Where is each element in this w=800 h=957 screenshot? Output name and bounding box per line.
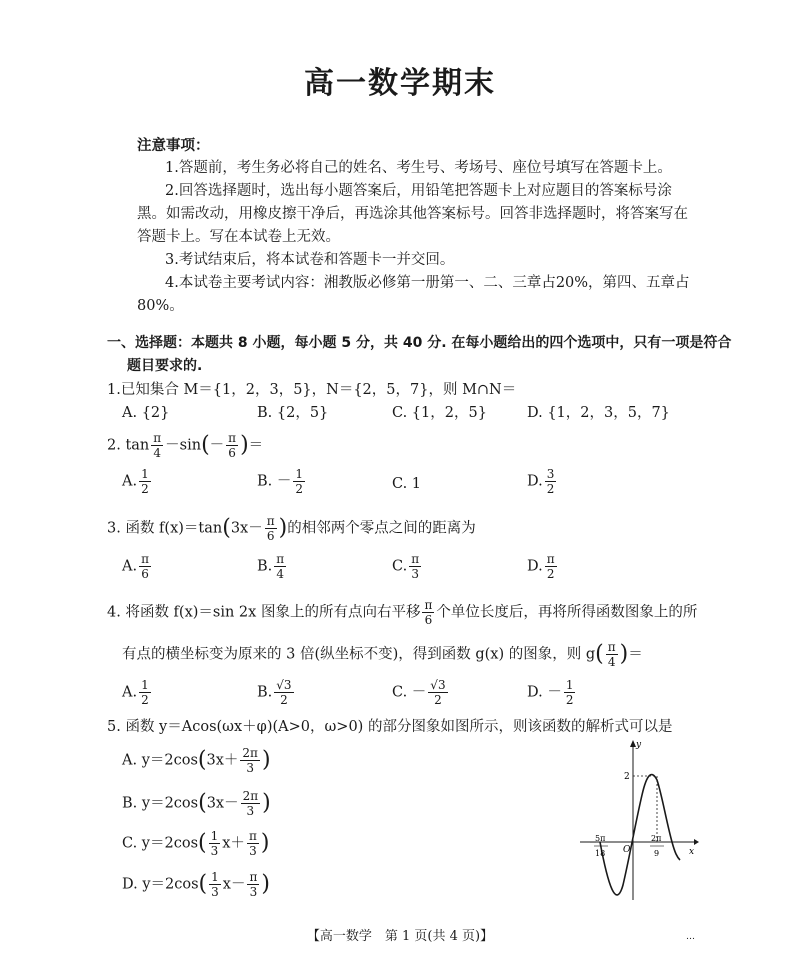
notice-line-6: 4.本试卷主要考试内容：湘教版必修第一册第一、二、三章占20%，第四、五章占 xyxy=(165,275,690,291)
q5-stem: 5. 函数 y＝Acos(ωx＋φ)(A>0，ω>0) 的部分图象如图所示，则该函数的解析式可以是 xyxy=(107,719,673,735)
q2-option-b: B. － $\frac{1}{2}$ xyxy=(257,467,304,496)
pos-tick-num: 2π xyxy=(651,834,662,843)
q2-option-d: D. $\frac{3}{2}$ xyxy=(527,467,555,496)
q2-stem: 2. tan $\frac{\pi}{4}$ －sin(－ $\frac{\pi}{6}$ )＝ xyxy=(107,431,264,460)
q3-option-d: D. $\frac{\pi}{2}$ xyxy=(527,552,555,581)
q3-option-c: C. $\frac{\pi}{3}$ xyxy=(392,552,420,581)
notice-line-7: 80%。 xyxy=(137,298,184,314)
q4-option-b: B. $\frac{√3}{2}$ xyxy=(257,678,292,707)
notice-line-2: 2.回答选择题时，选出每小题答案后，用铅笔把答题卡上对应题目的答案标号涂 xyxy=(165,183,672,199)
q4-stem-line-1: 4. 将函数 f(x)＝sin 2x 图象上的所有点向右平移 $\frac{\pi}{6}$ 个单位长度后，再将所得函数图象上的所 xyxy=(107,598,698,627)
q5-cosine-graph xyxy=(580,735,700,905)
neg-tick-num: 5π xyxy=(595,834,606,843)
page-title: 高一数学期末 xyxy=(304,66,496,101)
q4-option-c: C. － $\frac{√3}{2}$ xyxy=(392,678,446,707)
q5-option-c: C. y＝2cos( $\frac{1}{3}$ x＋ $\frac{\pi}{3}$ ) xyxy=(122,829,270,858)
q5-option-d: D. y＝2cos( $\frac{1}{3}$ x－ $\frac{\pi}{3}$ ) xyxy=(122,870,270,899)
origin-label: O xyxy=(623,845,631,855)
section-heading-line-1: 一、选择题：本题共 8 小题，每小题 5 分，共 40 分. 在每小题给出的四个选项中，只有一项是符合 xyxy=(107,335,732,351)
peak-value-label: 2 xyxy=(624,772,630,782)
x-axis-label: x xyxy=(689,847,695,857)
notice-line-5: 3.考试结束后，将本试卷和答题卡一并交回。 xyxy=(165,252,455,268)
notice-line-1: 1.答题前，考生务必将自己的姓名、考生号、考场号、座位号填写在答题卡上。 xyxy=(165,160,672,176)
notice-line-4: 答题卡上。写在本试卷上无效。 xyxy=(137,229,340,245)
q5-option-a: A. y＝2cos(3x＋ $\frac{2\pi}{3}$ ) xyxy=(122,746,271,775)
section-heading-line-2: 题目要求的. xyxy=(127,358,203,374)
q1-option-d: D. {1，2，3，5，7} xyxy=(527,405,670,421)
q1-option-a: A. {2} xyxy=(122,405,170,421)
q4-stem-line-2: 有点的横坐标变为原来的 3 倍(纵坐标不变)，得到函数 g(x) 的图象，则 g( $\frac{\pi}{4}$ )＝ xyxy=(122,640,643,669)
q2-option-a: A. $\frac{1}{2}$ xyxy=(122,467,149,496)
notice-heading: 注意事项： xyxy=(137,138,210,154)
corner-mark: … xyxy=(686,932,695,942)
q3-stem: 3. 函数 f(x)＝tan(3x－ $\frac{\pi}{6}$ )的相邻两个零点之间的距离为 xyxy=(107,514,476,543)
q4-option-d: D. － $\frac{1}{2}$ xyxy=(527,678,574,707)
q3-option-a: A. $\frac{\pi}{6}$ xyxy=(122,552,149,581)
x-axis-arrow xyxy=(694,839,699,845)
y-axis-label: y xyxy=(636,740,642,750)
q1-option-c: C. {1，2，5} xyxy=(392,405,487,421)
cosine-curve xyxy=(600,775,680,895)
q3-option-b: B. $\frac{\pi}{4}$ xyxy=(257,552,285,581)
q1-stem: 1.已知集合 M＝{1，2，3，5}，N＝{2，5，7}，则 M∩N＝ xyxy=(107,382,517,398)
q1-option-b: B. {2，5} xyxy=(257,405,329,421)
q5-option-b: B. y＝2cos(3x－ $\frac{2\pi}{3}$ ) xyxy=(122,789,271,818)
pos-tick-den: 9 xyxy=(654,849,660,858)
q2-option-c: C. 1 xyxy=(392,476,422,492)
page-footer: 【高一数学 第 1 页(共 4 页)】 xyxy=(306,929,494,944)
q4-option-a: A. $\frac{1}{2}$ xyxy=(122,678,149,707)
neg-tick-sign: － xyxy=(589,838,597,847)
notice-line-3: 黑。如需改动，用橡皮擦干净后，再选涂其他答案标号。回答非选择题时，将答案写在 xyxy=(137,206,688,222)
neg-tick-den: 18 xyxy=(595,849,606,858)
